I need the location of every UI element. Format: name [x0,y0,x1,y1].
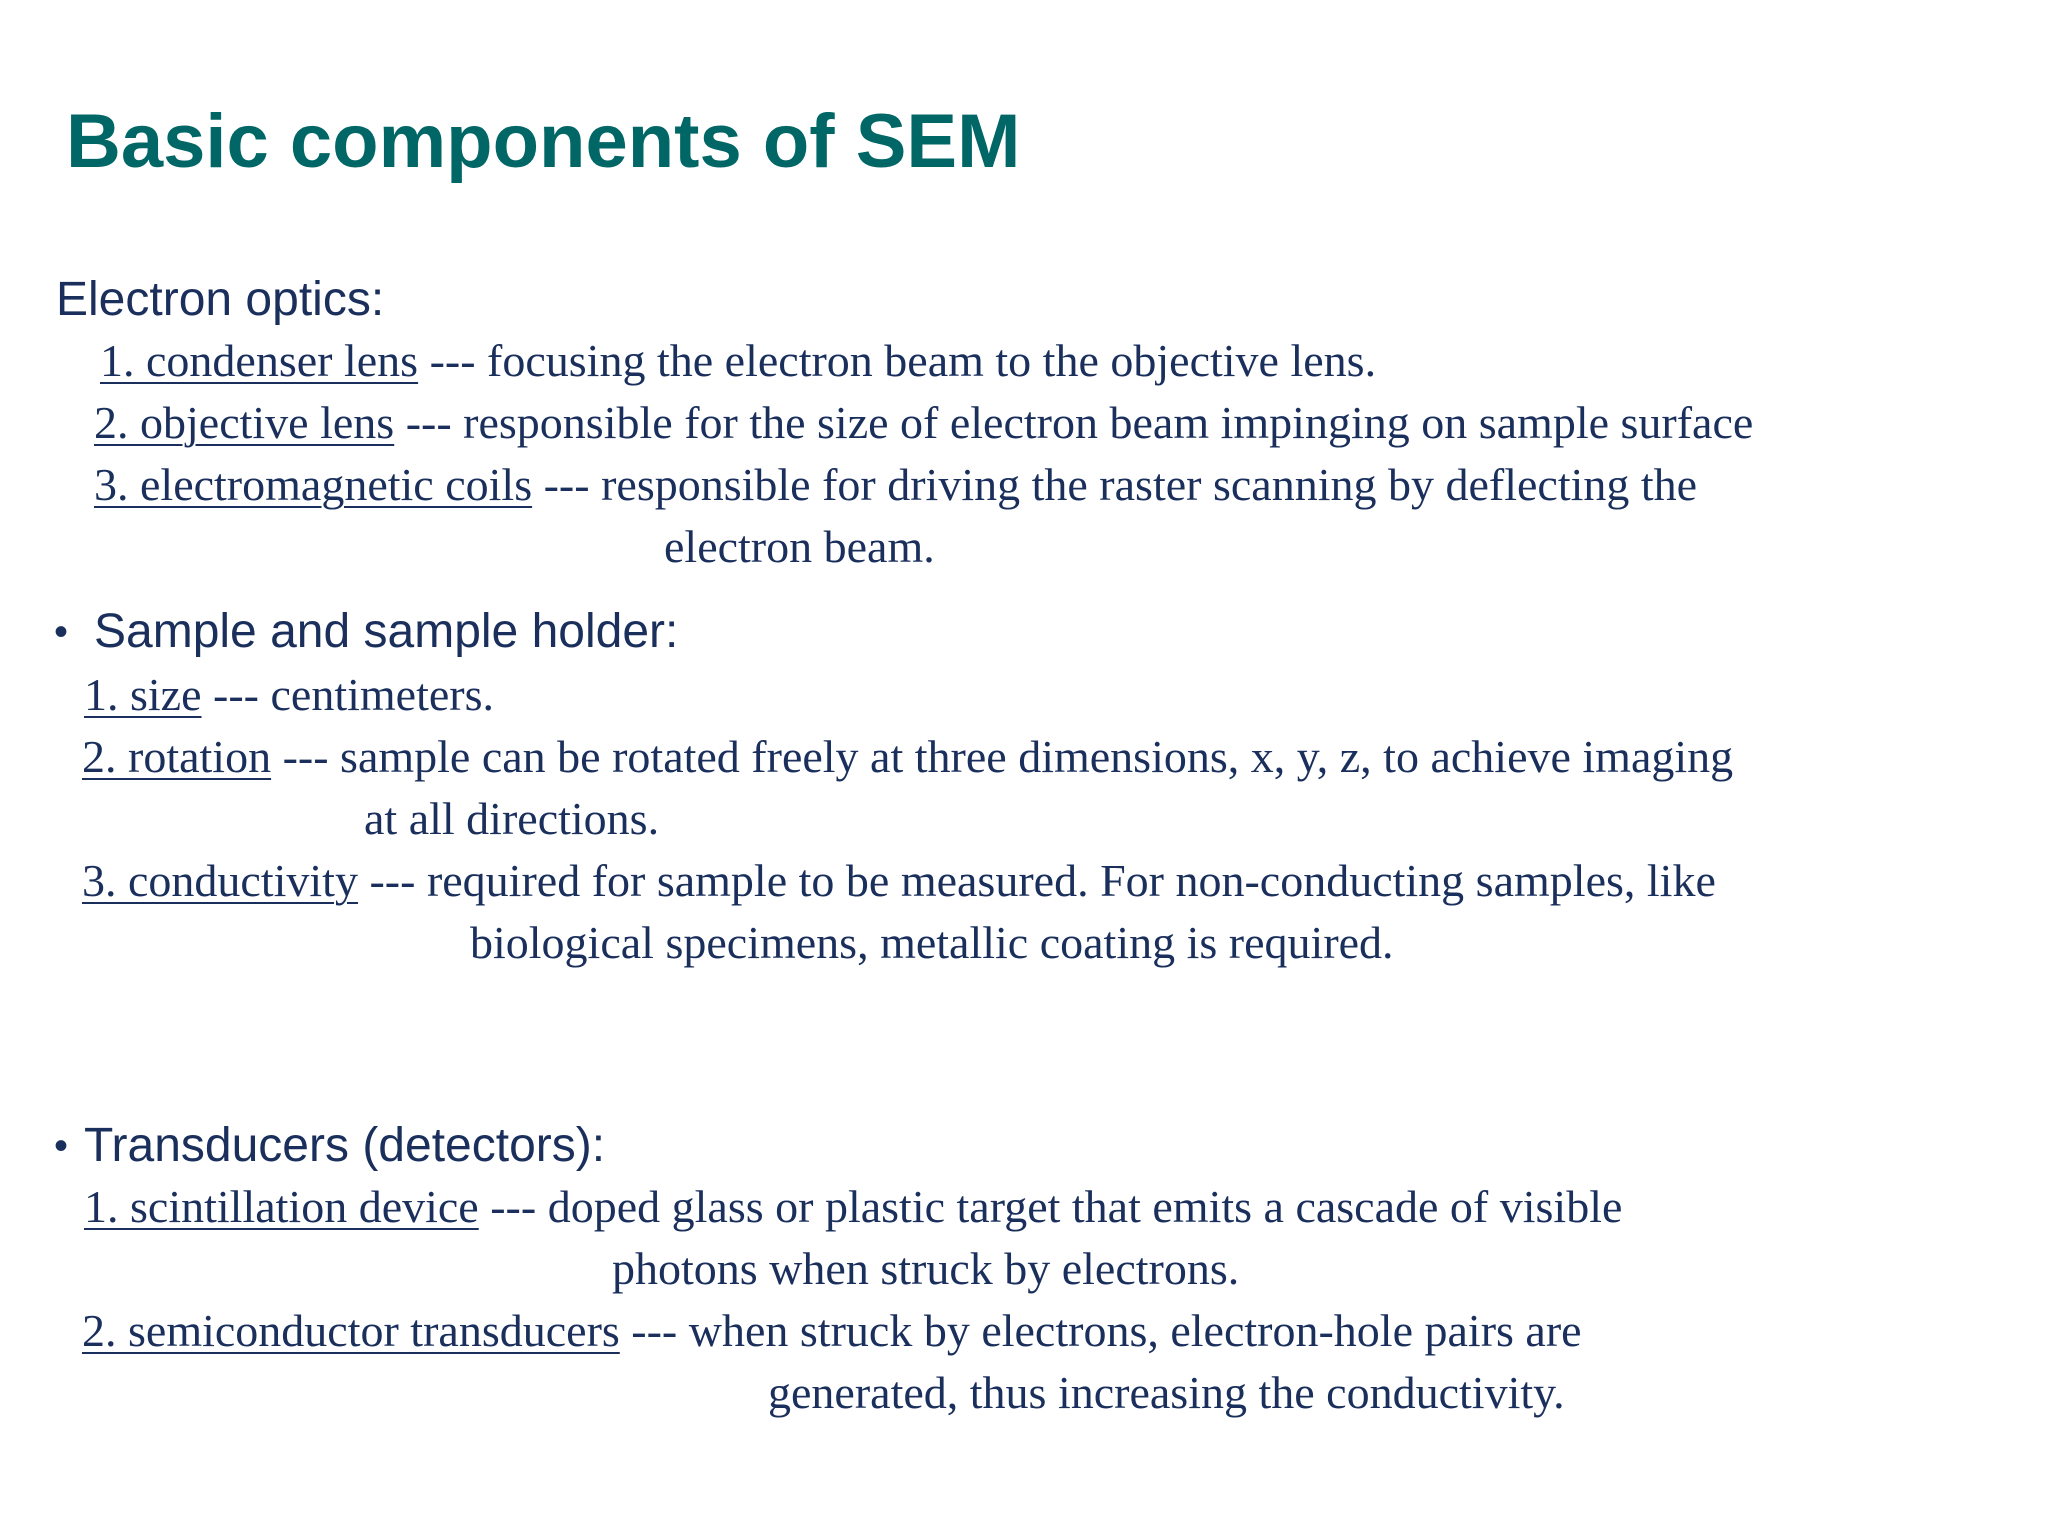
item-continuation: biological specimens, metallic coating is required. [470,917,1394,968]
list-item-size [84,664,494,726]
item-separator: --- [357,855,427,906]
section-heading-transducers: Transducers (detectors): [84,1119,606,1172]
item-description: doped glass or plastic target that emits a cascade of visible [547,1181,1623,1232]
slide-title: Basic components of SEM [66,99,1021,184]
item-term: 1. size [84,669,202,720]
item-term: 2. objective lens [94,397,395,448]
section-heading-sample-holder: Sample and sample holder: [94,605,679,658]
item-description: centimeters. [270,669,494,720]
item-description: when struck by electrons, electron-hole pairs are [688,1305,1582,1356]
item-term: 2. semiconductor transducers [82,1305,620,1356]
item-description: sample can be rotated freely at three dimensions, x, y, z, to achieve imaging [340,731,1734,782]
item-separator: --- [532,459,602,510]
item-separator: --- [418,335,488,386]
list-item-conductivity [82,850,1716,912]
item-description: responsible for the size of electron beam impinging on sample surface [463,397,1754,448]
item-term: 1. condenser lens [100,335,419,386]
list-item-scintillation-device [84,1176,1622,1238]
item-separator: --- [201,669,271,720]
list-item-semiconductor-transducers [82,1300,1582,1362]
item-term: 3. electromagnetic coils [94,459,533,510]
item-separator: --- [619,1305,689,1356]
item-description: required for sample to be measured. For non-conducting samples, like [426,855,1716,906]
item-continuation: photons when struck by electrons. [612,1243,1240,1294]
item-separator: --- [394,397,464,448]
item-separator: --- [271,731,341,782]
item-term: 3. conductivity [82,855,358,906]
item-description: responsible for driving the raster scanning by deflecting the [601,459,1698,510]
item-continuation: at all directions. [364,793,660,844]
list-item-electromagnetic-coils [94,454,1697,516]
item-separator: --- [478,1181,548,1232]
bullet-marker: • [54,1124,69,1168]
item-continuation: electron beam. [664,521,935,572]
item-continuation: generated, thus increasing the conductivity. [768,1367,1565,1418]
item-description: focusing the electron beam to the objective lens. [487,335,1377,386]
list-item-objective-lens [94,392,1753,454]
list-item-rotation [82,726,1733,788]
item-term: 2. rotation [82,731,272,782]
bullet-marker: • [54,610,69,654]
list-item-condenser-lens [100,330,1376,392]
item-term: 1. scintillation device [84,1181,479,1232]
section-heading-electron-optics: Electron optics: [56,273,385,326]
